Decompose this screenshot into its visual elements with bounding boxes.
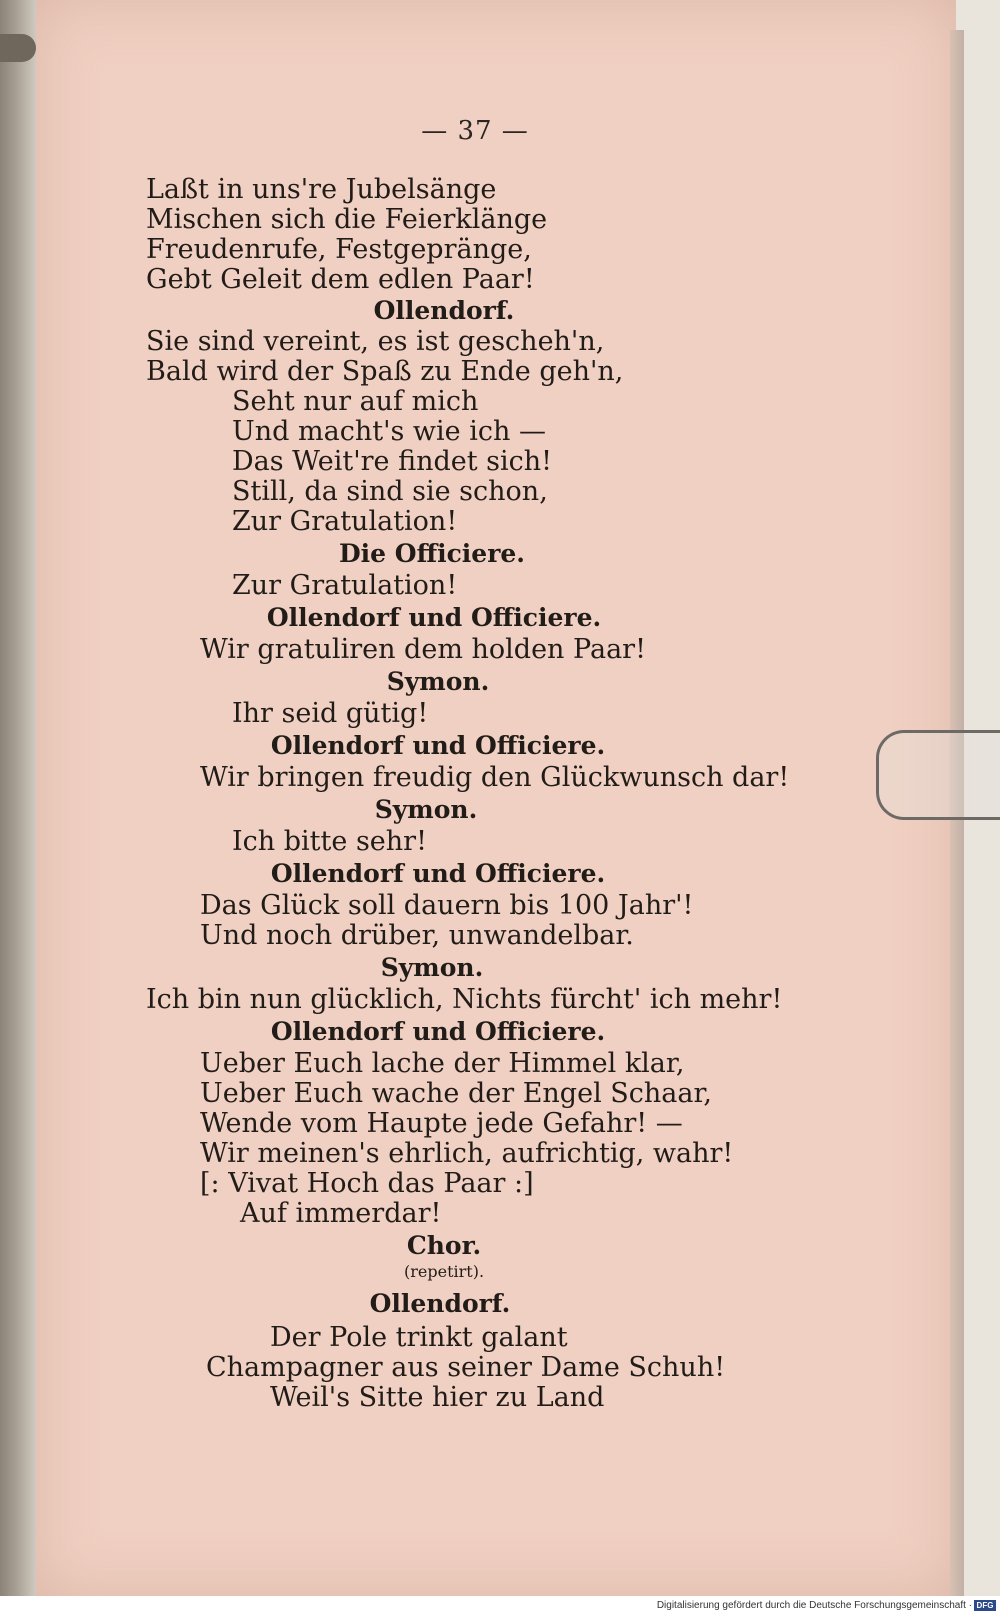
verse-line: Zur Gratulation! [232,570,458,601]
verse-line: [: Vivat Hoch das Paar :] [200,1168,534,1199]
spine-band [0,34,36,62]
verse-line: Ueber Euch lache der Himmel klar, [200,1048,685,1079]
verse-line: Wir meinen's ehrlich, aufrichtig, wahr! [200,1138,734,1169]
verse-line: Wir bringen freudig den Glückwunsch dar! [200,762,790,793]
page-number: — 37 — [421,116,529,146]
speaker-label: Chor. [406,1231,482,1260]
speaker-label: Ollendorf. [369,1289,511,1318]
verse-line: Mischen sich die Feierklänge [146,204,548,235]
verse-line: Und macht's wie ich — [232,416,546,447]
speaker-label: Symon. [380,953,484,982]
verse-line: Und noch drüber, unwandelbar. [200,920,634,951]
speaker-label: Ollendorf und Officiere. [270,859,606,888]
speaker-label: Symon. [386,667,490,696]
verse-line: Ihr seid gütig! [232,698,429,729]
speaker-label: Die Officiere. [339,539,525,568]
speaker-label: Ollendorf und Officiere. [266,603,602,632]
verse-line: Das Glück soll dauern bis 100 Jahr'! [200,890,694,921]
verse-line: Wende vom Haupte jede Gefahr! — [200,1108,683,1139]
verse-line: Weil's Sitte hier zu Land [270,1382,605,1413]
verse-line: Auf immerdar! [240,1198,442,1229]
book-spine [0,0,40,1596]
speaker-label: Symon. [374,795,478,824]
verse-line: Freudenrufe, Festgepränge, [146,234,532,265]
verse-line: Der Pole trinkt galant [270,1322,568,1353]
speaker-label: Ollendorf und Officiere. [270,731,606,760]
verse-line: Sie sind vereint, es ist gescheh'n, [146,326,605,357]
verse-line: Bald wird der Spaß zu Ende geh'n, [146,356,624,387]
verse-line: Zur Gratulation! [232,506,458,537]
footer-credit: Digitalisierung gefördert durch die Deutsche Forschungsgemeinschaft · [656,1600,972,1611]
speaker-label: Ollendorf. [373,296,515,325]
speaker-label: Ollendorf und Officiere. [270,1017,606,1046]
verse-line: Still, da sind sie schon, [232,476,548,507]
verse-line: Ueber Euch wache der Engel Schaar, [200,1078,713,1109]
stage-direction: (repetirt). [404,1262,485,1281]
verse-line: Laßt in uns're Jubelsänge [146,174,497,205]
verse-line: Wir gratuliren dem holden Paar! [200,634,646,665]
dfg-logo: DFG [974,1600,996,1611]
verse-line: Das Weit're findet sich! [232,446,553,477]
verse-line: Ich bin nun glücklich, Nichts fürcht' ich mehr! [146,984,783,1015]
verse-line: Ich bitte sehr! [232,826,427,857]
verse-line: Gebt Geleit dem edlen Paar! [146,264,535,295]
verse-line: Champagner aus seiner Dame Schuh! [206,1352,726,1383]
verse-line: Seht nur auf mich [232,386,479,417]
bookmark-tab [876,730,1000,820]
